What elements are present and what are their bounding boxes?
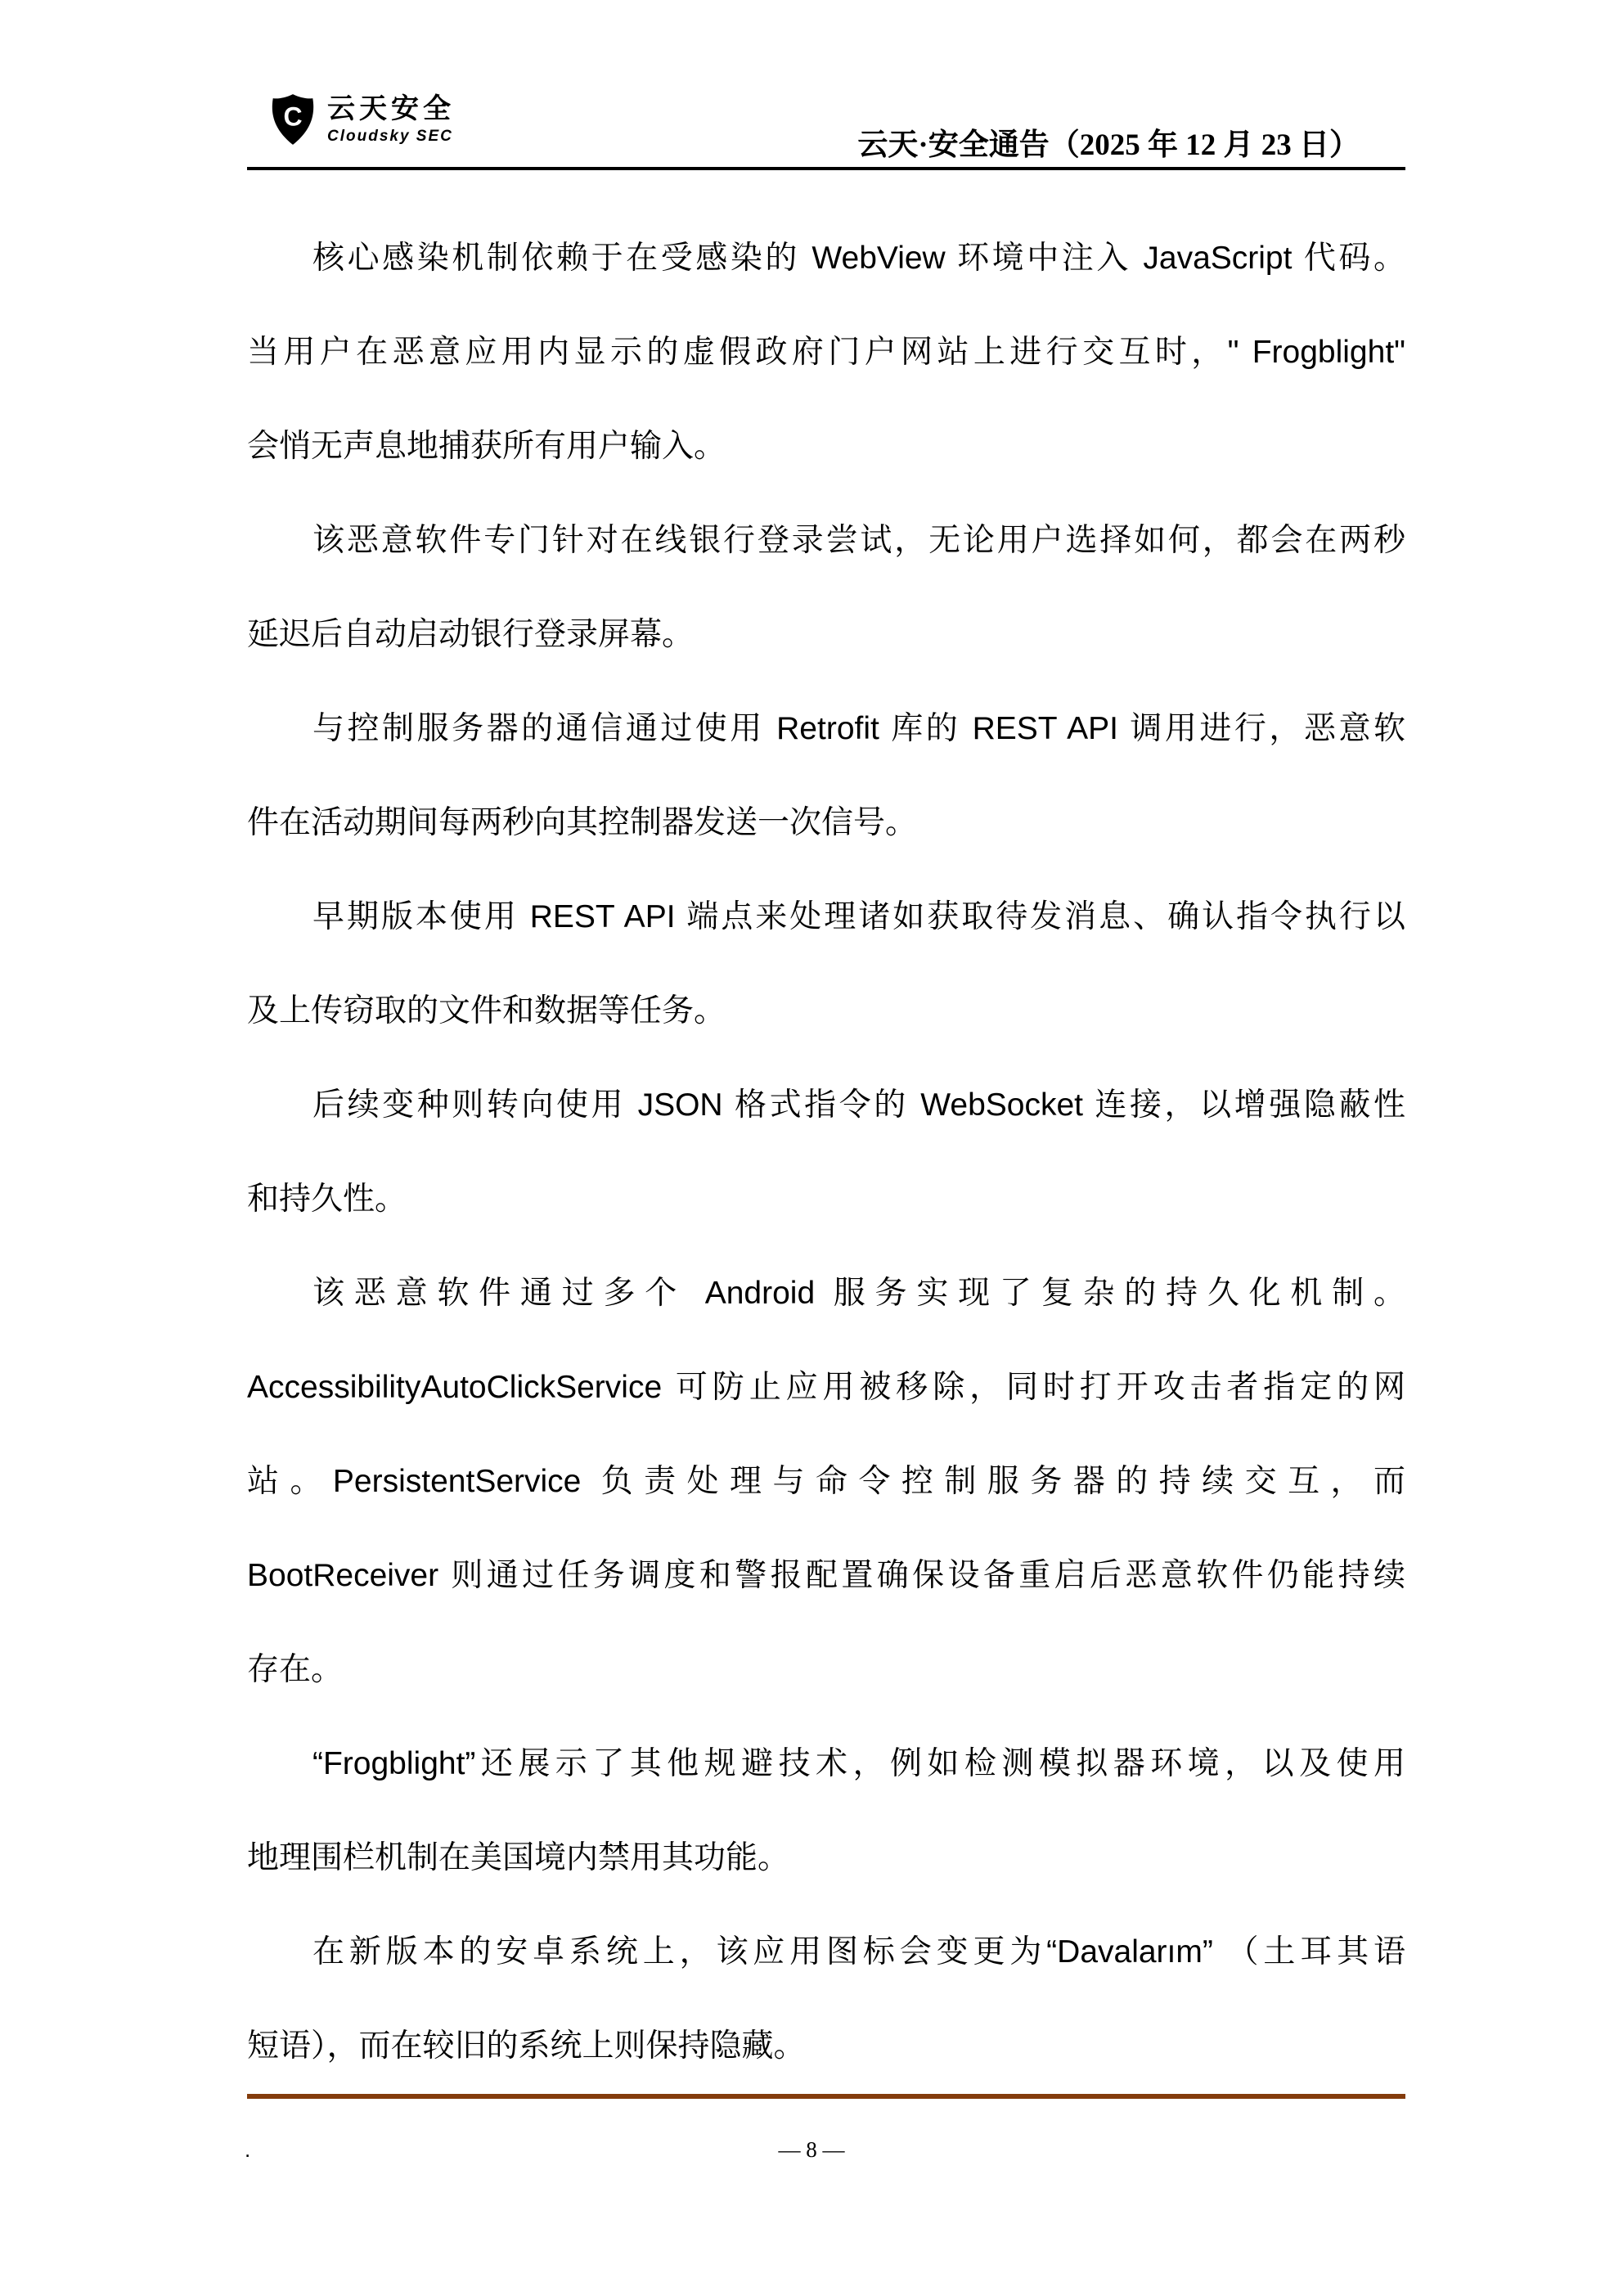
body-line: 地理围栏机制在美国境内禁用其功能。 <box>247 1840 790 1875</box>
body-line: 件在活动期间每两秒向其控制器发送一次信号。 <box>247 805 918 840</box>
body-line: 存在。 <box>247 1652 344 1687</box>
body-line: 短语），而在较旧的系统上则保持隐藏。 <box>247 2028 806 2064</box>
brand-text <box>327 93 455 146</box>
body-line: “Frogblight”还展示了其他规避技术，例如检测模拟器环境，以及使用 <box>312 1746 1405 1781</box>
bulletin-title: 云天·安全通告（2025 年 12 月 23 日） <box>857 128 1360 162</box>
footer-divider <box>247 2094 1405 2099</box>
body-line: 该恶意软件通过多个 Android 服务实现了复杂的持久化机制。 <box>312 1276 1405 1311</box>
body-line: 在新版本的安卓系统上，该应用图标会变更为“Davalarım” （土耳其语 <box>312 1934 1405 1970</box>
brand-logo <box>270 93 455 146</box>
body-line: 该恶意软件专门针对在线银行登录尝试，无论用户选择如何，都会在两秒 <box>312 523 1405 558</box>
footer-left-mark: . <box>245 2137 251 2162</box>
body-line: 早期版本使用 REST API 端点来处理诸如获取待发消息、确认指令执行以 <box>312 899 1405 934</box>
body-line: 延迟后自动启动银行登录屏幕。 <box>247 617 695 652</box>
body-line: 与控制服务器的通信通过使用 Retrofit 库的 REST API 调用进行，恶意软 <box>312 711 1405 746</box>
brand-name-cn: 云天安全 <box>327 93 455 124</box>
body-line: 站。PersistentService 负责处理与命令控制服务器的持续交互，而 <box>247 1464 1405 1499</box>
body-line: 会悄无声息地捕获所有用户输入。 <box>247 429 726 464</box>
shield-logo-icon <box>270 93 316 146</box>
logo-monogram: C <box>283 101 303 132</box>
body-line: 及上传窃取的文件和数据等任务。 <box>247 993 726 1029</box>
brand-name-en: Cloudsky SEC <box>327 128 453 146</box>
body-line: 和持久性。 <box>247 1182 407 1217</box>
body-line: 当用户在恶意应用内显示的虚假政府门户网站上进行交互时，" Frogblight" <box>247 335 1405 370</box>
document-body <box>247 211 1405 2093</box>
body-line: AccessibilityAutoClickService 可防止应用被移除，同时打开攻击者指定的网 <box>247 1370 1405 1405</box>
body-line: 后续变种则转向使用 JSON 格式指令的 WebSocket 连接，以增强隐蔽性 <box>312 1087 1405 1123</box>
page-number: — 8 — <box>778 2137 845 2162</box>
header-divider <box>247 167 1405 170</box>
body-line: 核心感染机制依赖于在受感染的 WebView 环境中注入 JavaScript 代码。 <box>312 241 1405 276</box>
body-line: BootReceiver 则通过任务调度和警报配置确保设备重启后恶意软件仍能持续 <box>247 1558 1405 1593</box>
